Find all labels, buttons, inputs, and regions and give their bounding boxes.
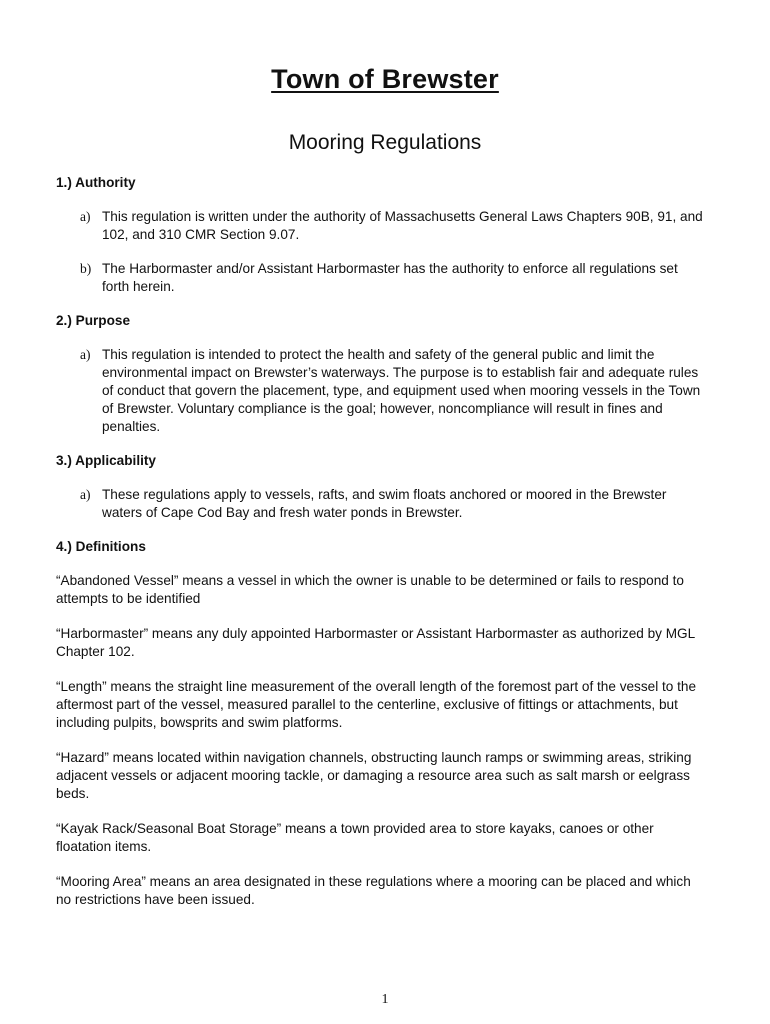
list-marker: a) xyxy=(80,209,91,224)
list-item xyxy=(56,486,706,522)
list-item-text: This regulation is intended to protect the health and safety of the general public and limit the environmental impact on Brewster’s waterways. The purpose is to establish fair and adequate rules of conduct that govern the placement, type, and equipment used when mooring vessels in the Town of Brewster. Voluntary compliance is the goal; however, noncompliance will result in fines and penalties. xyxy=(102,347,701,434)
page-number: 1 xyxy=(381,992,389,1007)
definition-abandoned-vessel: “Abandoned Vessel” means a vessel in which the owner is unable to be determined or fails to respond to attempts to be identified xyxy=(56,573,684,606)
definition-mooring-area: “Mooring Area” means an area designated in these regulations where a mooring can be placed and which no restrictions have been issued. xyxy=(56,874,691,907)
section-heading-purpose: 2.) Purpose xyxy=(56,313,131,328)
definition-hazard: “Hazard” means located within navigation channels, obstructing launch ramps or swimming areas, striking adjacent vessels or adjacent mooring tackle, or damaging a resource area such as salt marsh or eelgrass beds. xyxy=(56,750,692,801)
list-item-text: These regulations apply to vessels, rafts, and swim floats anchored or moored in the Brewster waters of Cape Cod Bay and fresh water ponds in Brewster. xyxy=(102,487,667,520)
list-item-text: This regulation is written under the authority of Massachusetts General Laws Chapters 90B, 91, and 102, and 310 CMR Section 9.07. xyxy=(102,209,703,242)
section-heading-definitions: 4.) Definitions xyxy=(56,539,146,554)
list-item xyxy=(56,260,706,296)
list-item xyxy=(56,346,706,436)
definition-kayak-rack: “Kayak Rack/Seasonal Boat Storage” means a town provided area to store kayaks, canoes or other floatation items. xyxy=(56,821,654,854)
document-body xyxy=(56,174,706,926)
list-item-text: The Harbormaster and/or Assistant Harbormaster has the authority to enforce all regulations set forth herein. xyxy=(102,261,678,294)
list-marker: b) xyxy=(80,261,92,276)
definition-harbormaster: “Harbormaster” means any duly appointed Harbormaster or Assistant Harbormaster as authorized by MGL Chapter 102. xyxy=(56,626,695,659)
document-subtitle: Mooring Regulations xyxy=(288,131,482,154)
document-title: Town of Brewster xyxy=(271,64,499,94)
list-item xyxy=(56,208,706,244)
definition-length: “Length” means the straight line measurement of the overall length of the foremost part of the vessel to the aftermost part of the vessel, measured parallel to the centerline, exclusive of fittings or attachments, but including pulpits, bowsprits and swim platforms. xyxy=(56,679,697,730)
section-heading-applicability: 3.) Applicability xyxy=(56,453,156,468)
section-heading-authority: 1.) Authority xyxy=(56,175,136,190)
list-marker: a) xyxy=(80,487,91,502)
list-marker: a) xyxy=(80,347,91,362)
